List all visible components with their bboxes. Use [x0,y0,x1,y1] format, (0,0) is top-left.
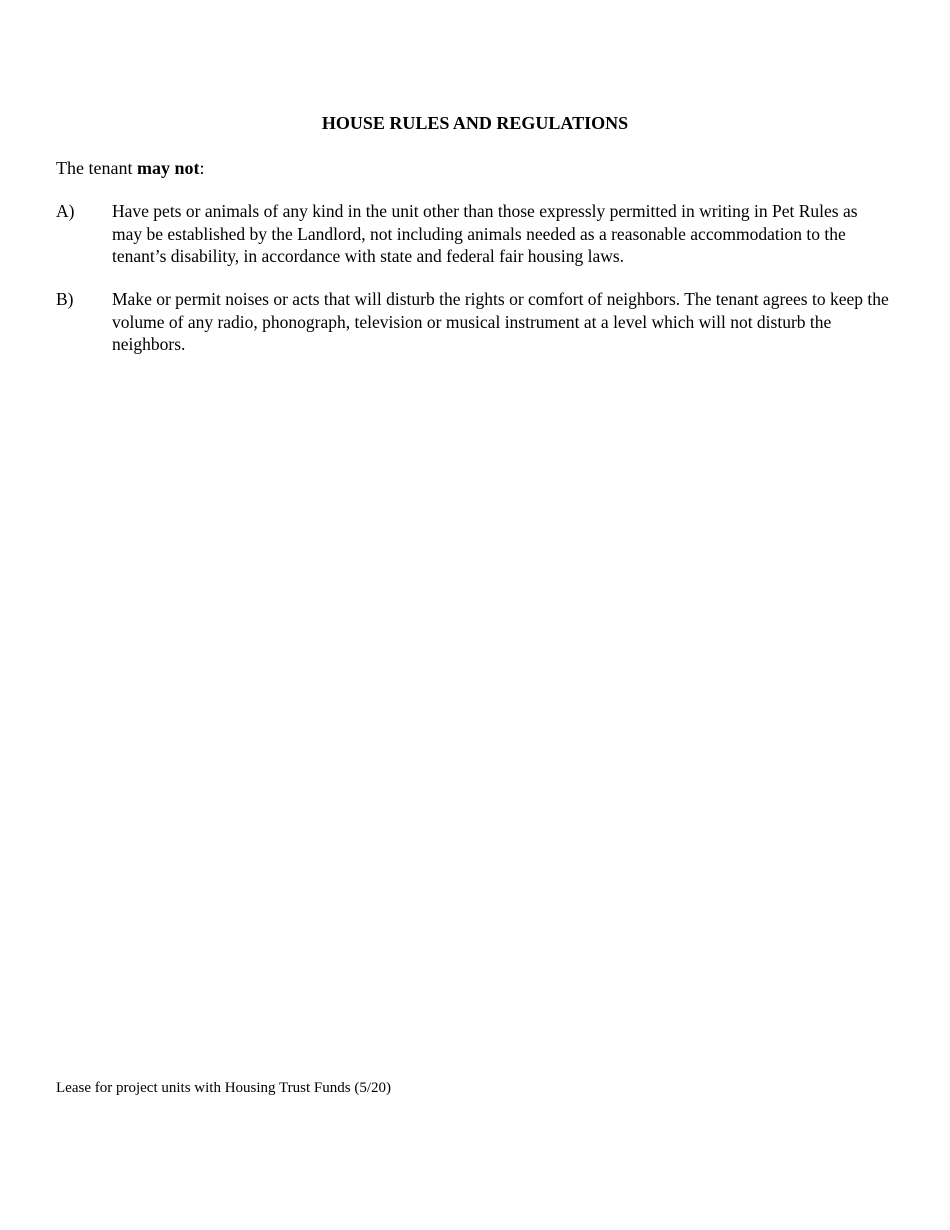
rule-letter: B) [56,289,74,309]
rule-item-a [56,200,890,268]
page-footer: Lease for project units with Housing Trust Funds (5/20) [56,1080,391,1096]
intro-suffix: : [199,158,205,178]
page-title: HOUSE RULES AND REGULATIONS [321,113,629,133]
intro-emphasis: may not [136,158,200,178]
intro-statement [56,157,204,179]
rule-text: Make or permit noises or acts that will disturb the rights or comfort of neighbors. The tenant agrees to keep the volume of any radio, phonograph, television or musical instrument at a level which will not disturb the neighbors. [112,289,889,354]
rule-text: Have pets or animals of any kind in the unit other than those expressly permitted in writing in Pet Rules as may be established by the Landlord, not including animals needed as a reasonable accommodation to the tenant’s disability, in accordance with state and federal fair housing laws. [112,201,858,266]
rule-letter: A) [56,201,75,221]
intro-prefix: The tenant [56,158,137,178]
rule-item-b [56,288,890,356]
